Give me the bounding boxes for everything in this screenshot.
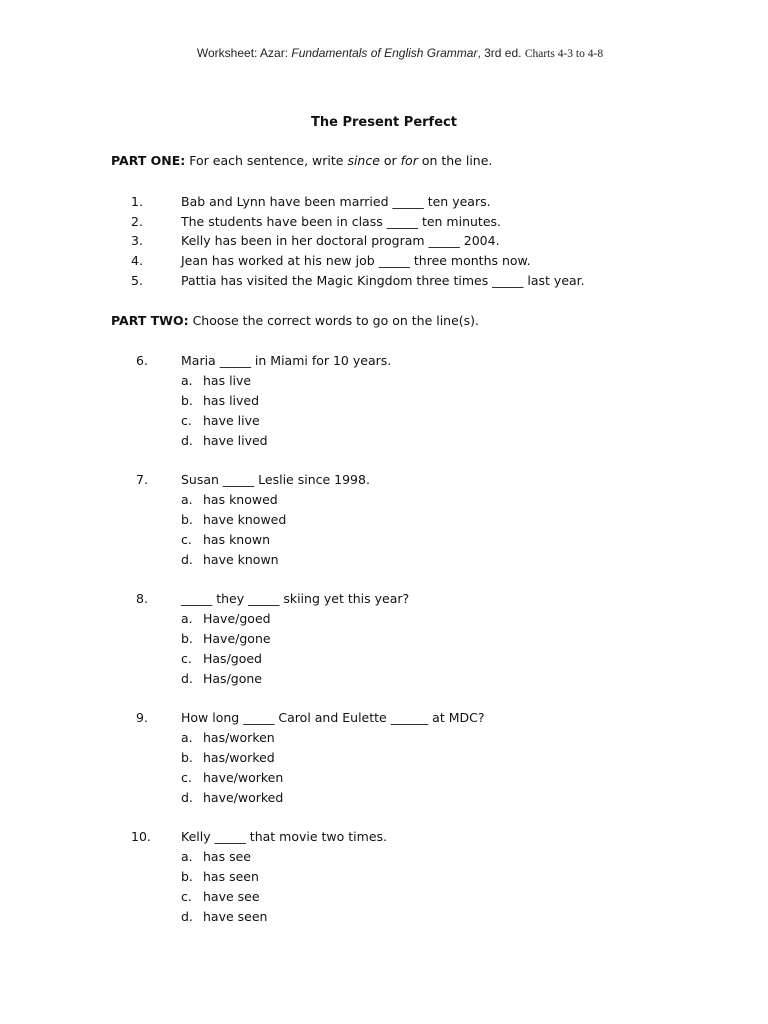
question-number: 6. (136, 353, 148, 368)
option-letter: d. (181, 551, 193, 567)
option-text: Has/goed (203, 650, 262, 666)
option-text: have/worked (203, 789, 284, 805)
part-one-instruction-mid: or (379, 153, 401, 168)
page-title: The Present Perfect (311, 115, 457, 130)
option-text: have/worken (203, 769, 284, 785)
part-one-instruction-post: on the line. (417, 153, 493, 168)
option-letter: b. (181, 630, 193, 646)
option-letter: b. (181, 868, 193, 884)
option-b (181, 510, 286, 530)
option-a (181, 490, 278, 510)
option-letter: a. (181, 610, 193, 626)
header-edition: , 3rd ed. (477, 46, 522, 60)
option-text: Have/gone (203, 630, 271, 646)
part-one-label: PART ONE: (111, 153, 186, 168)
item-text: Bab and Lynn have been married _____ ten years. (181, 194, 491, 209)
option-d (181, 788, 283, 808)
page-header (0, 46, 768, 60)
option-text: have see (203, 888, 260, 904)
question-number: 7. (136, 472, 148, 487)
part-one-word-for: for (400, 153, 418, 168)
header-book-title: Fundamentals of English Grammar (291, 46, 478, 60)
item-text: Pattia has visited the Magic Kingdom three times _____ last year. (181, 272, 585, 288)
question-text: Susan _____ Leslie since 1998. (181, 472, 370, 487)
item-text: Jean has worked at his new job _____ three months now. (181, 253, 531, 269)
option-d (181, 431, 268, 451)
option-letter: a. (181, 729, 193, 745)
option-a (181, 609, 271, 629)
option-a (181, 847, 251, 867)
part-one-instruction-pre: For each sentence, write (189, 153, 348, 168)
part-one-word-since: since (347, 153, 380, 168)
option-text: have known (203, 551, 279, 567)
option-text: have lived (203, 432, 268, 448)
option-letter: c. (181, 531, 192, 547)
option-c (181, 768, 283, 788)
header-charts: Charts 4-3 to 4-8 (524, 48, 604, 60)
option-text: has/worken (203, 729, 275, 745)
question-text: How long _____ Carol and Eulette ______ at MDC? (181, 710, 485, 725)
option-letter: c. (181, 650, 192, 666)
option-d (181, 550, 279, 570)
question-number: 10. (131, 829, 151, 844)
option-c (181, 887, 260, 907)
option-letter: c. (181, 412, 192, 428)
option-letter: b. (181, 511, 193, 527)
option-b (181, 629, 271, 649)
option-d (181, 669, 262, 689)
option-text: has/worked (203, 749, 275, 765)
part-two-heading (111, 313, 479, 328)
option-text: have seen (203, 908, 268, 924)
option-a (181, 371, 251, 391)
option-c (181, 530, 270, 550)
option-letter: a. (181, 848, 193, 864)
option-d (181, 907, 267, 927)
option-b (181, 391, 259, 411)
option-letter: d. (181, 670, 193, 686)
item-text: Kelly has been in her doctoral program _____ 2004. (181, 233, 500, 249)
item-number: 4. (131, 253, 143, 269)
part-two-instruction: Choose the correct words to go on the line(s). (192, 313, 480, 328)
question-number: 9. (136, 710, 148, 725)
option-text: has seen (203, 868, 259, 884)
option-text: has known (203, 531, 271, 547)
option-text: has knowed (203, 491, 278, 507)
option-letter: a. (181, 372, 193, 388)
option-text: have knowed (203, 511, 287, 527)
option-c (181, 649, 262, 669)
option-text: have live (203, 412, 260, 428)
header-prefix: Worksheet: Azar: (196, 46, 292, 60)
item-number: 3. (131, 233, 143, 249)
option-letter: d. (181, 789, 193, 805)
option-letter: b. (181, 749, 193, 765)
item-number: 2. (131, 213, 143, 229)
option-c (181, 411, 260, 431)
question-text: Maria _____ in Miami for 10 years. (181, 353, 392, 368)
option-text: Has/gone (203, 670, 262, 686)
question-text: Kelly _____ that movie two times. (181, 829, 387, 844)
item-number: 5. (131, 272, 143, 288)
option-b (181, 867, 259, 887)
option-letter: a. (181, 491, 193, 507)
option-text: Have/goed (203, 610, 271, 626)
item-number: 1. (131, 194, 143, 209)
question-text: _____ they _____ skiing yet this year? (181, 591, 410, 606)
option-a (181, 728, 275, 748)
part-one-heading (111, 153, 492, 168)
option-b (181, 748, 275, 768)
question-number: 8. (136, 591, 148, 606)
option-text: has lived (203, 392, 260, 408)
option-text: has see (203, 848, 251, 864)
option-letter: d. (181, 908, 193, 924)
part-two-label: PART TWO: (111, 313, 189, 328)
option-letter: c. (181, 888, 192, 904)
option-letter: d. (181, 432, 193, 448)
option-letter: c. (181, 769, 192, 785)
item-text: The students have been in class _____ ten minutes. (181, 213, 502, 229)
option-letter: b. (181, 392, 193, 408)
option-text: has live (203, 372, 252, 388)
